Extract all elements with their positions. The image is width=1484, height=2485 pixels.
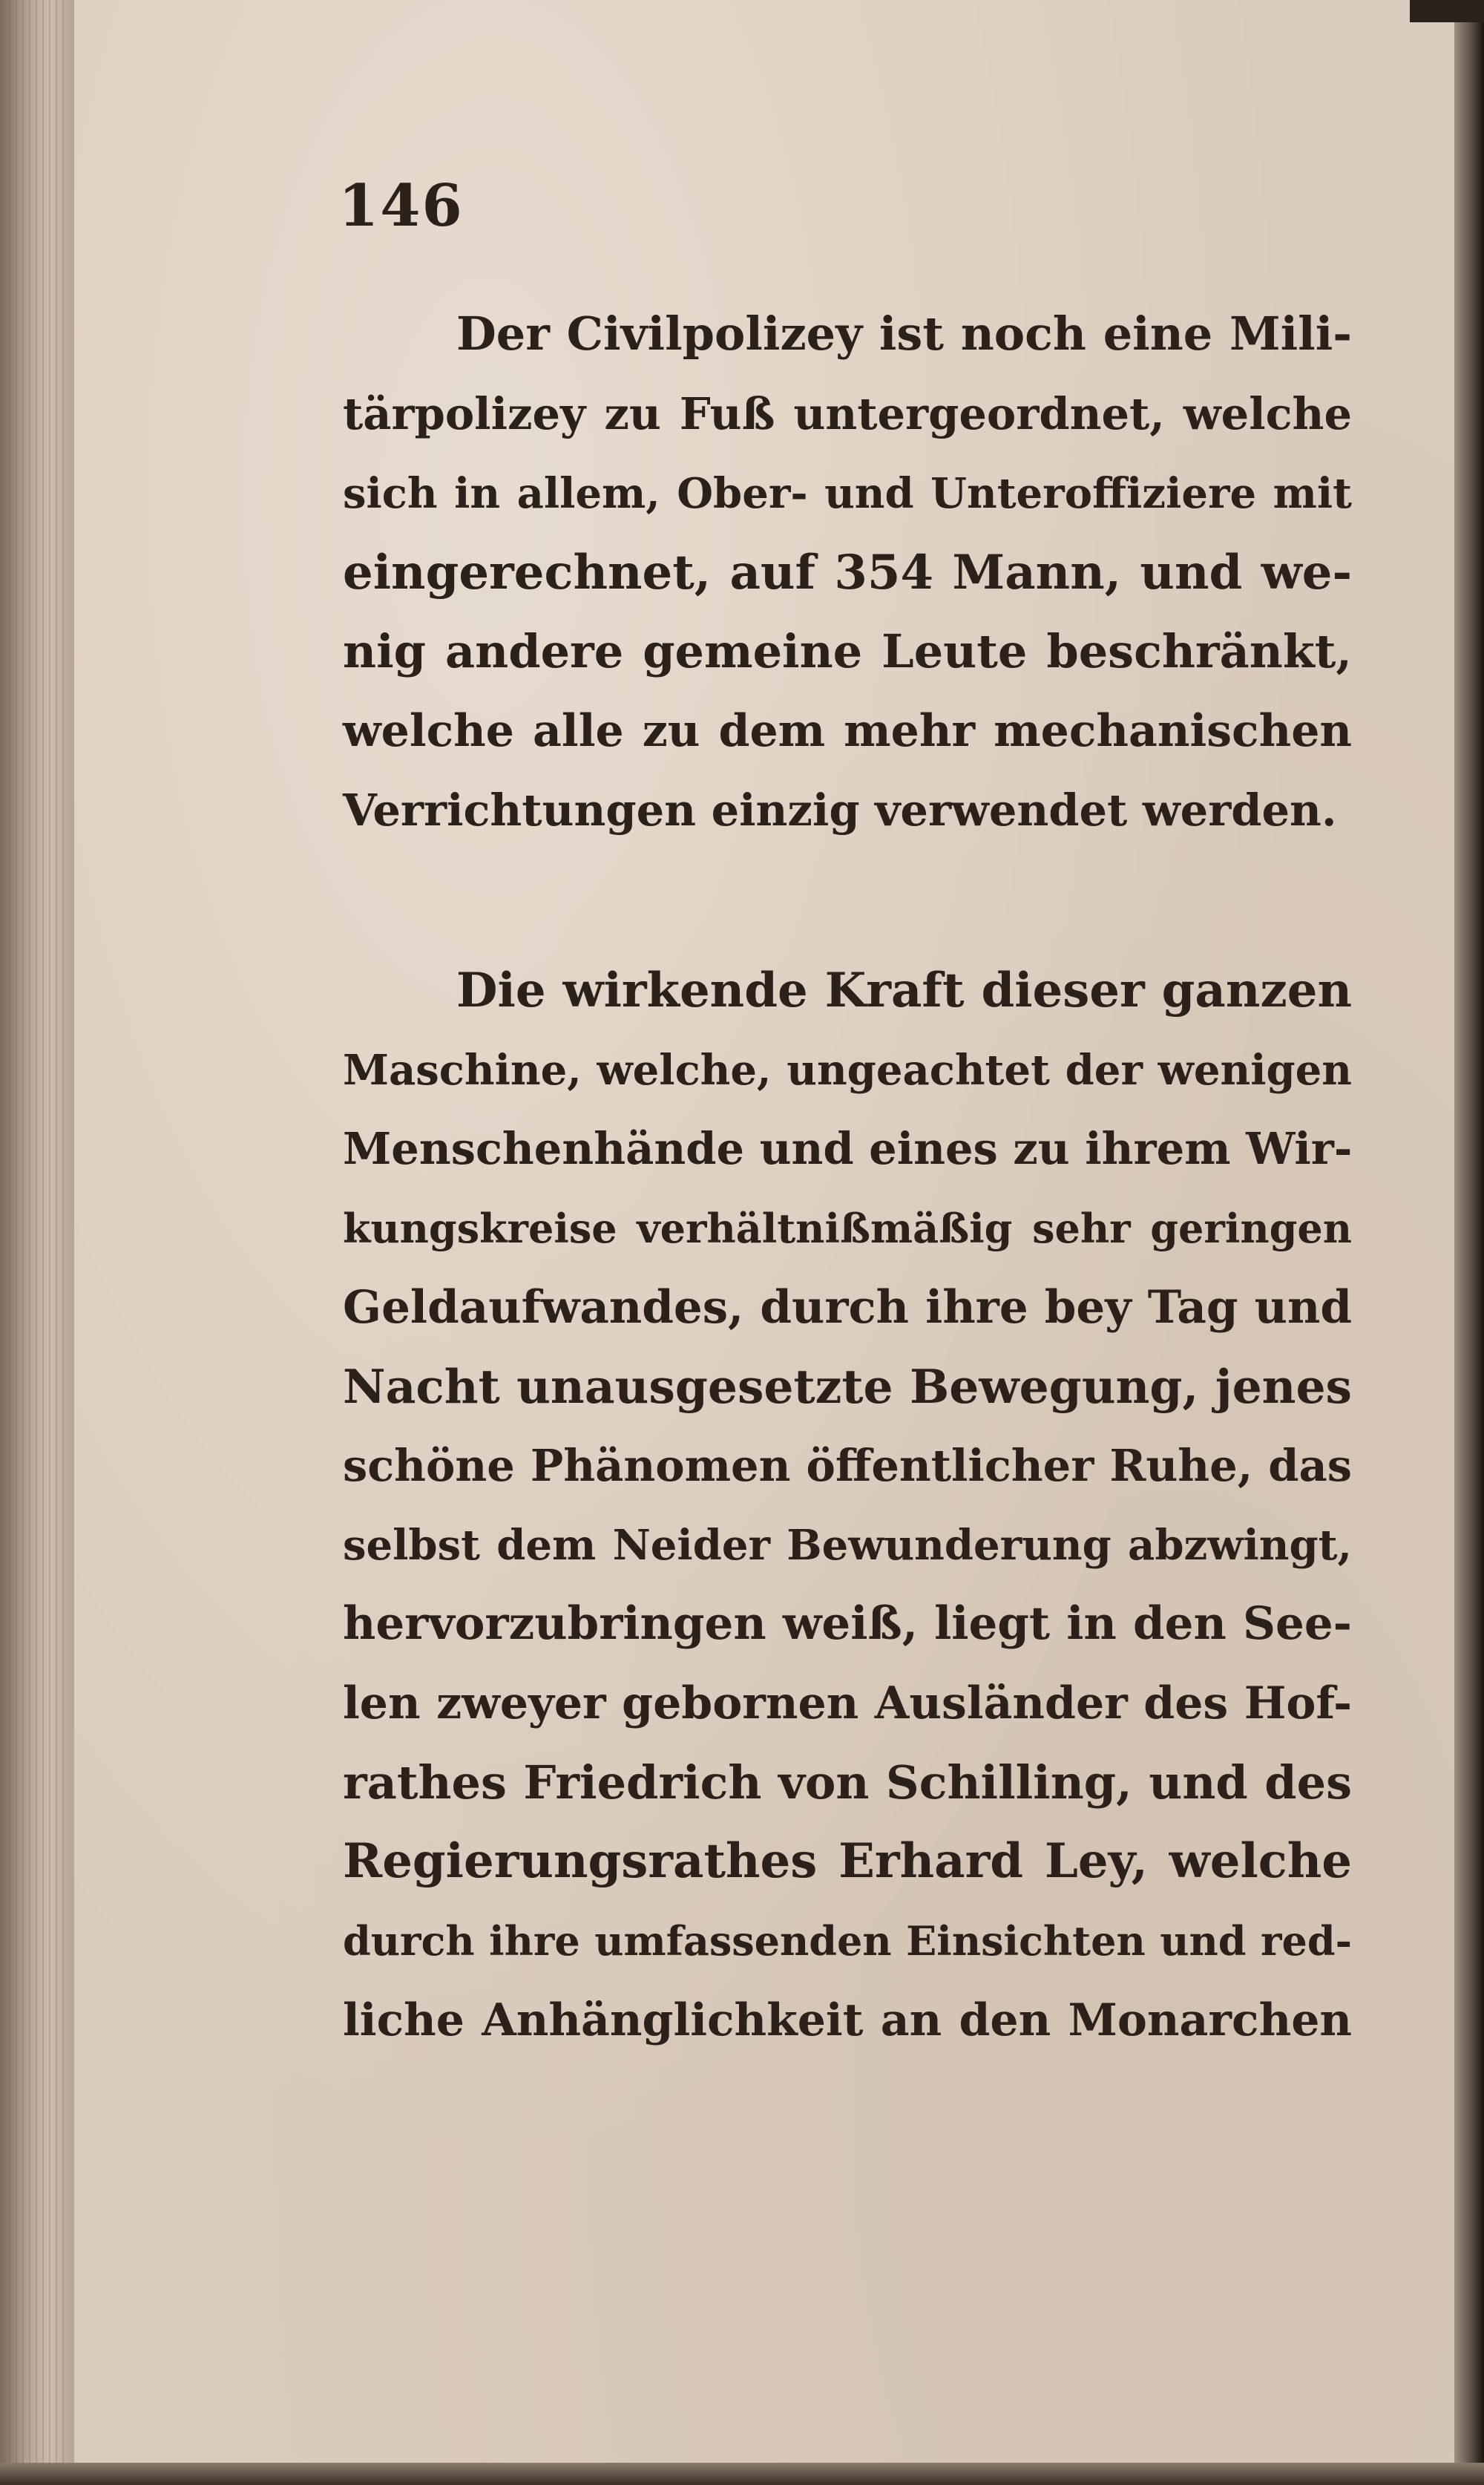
text-line: schöne Phänomen öffentlicher Ruhe, das	[343, 1440, 1352, 1491]
text-line: Die wirkende Kraft dieser ganzen	[456, 963, 1352, 1018]
text-line: Maschine, welche, ungeachtet der wenigen	[343, 1046, 1352, 1095]
text-line: Geldaufwandes, durch ihre bey Tag und	[343, 1281, 1352, 1334]
text-line: hervorzubringen weiß, liegt in den See-	[343, 1597, 1352, 1650]
text-line: liche Anhänglichkeit an den Monarchen	[343, 1994, 1352, 2046]
text-line: len zweyer gebornen Ausländer des Hof-	[343, 1677, 1352, 1729]
text-line: Nacht unausgesetzte Bewegung, jenes	[343, 1359, 1352, 1414]
page-number: 146	[338, 172, 464, 240]
text-line: Menschenhände und eines zu ihrem Wir-	[343, 1123, 1353, 1174]
text-line: selbst dem Neider Bewunderung abzwingt,	[343, 1521, 1352, 1570]
scan-background-bottom	[0, 2463, 1484, 2485]
text-line: sich in allem, Ober- und Unteroffiziere mit	[343, 469, 1352, 518]
page-stack-lines	[9, 0, 68, 2485]
text-line: tärpolizey zu Fuß untergeordnet, welche	[343, 388, 1352, 439]
scan-background-corner	[1410, 0, 1484, 22]
text-line: eingerechnet, auf 354 Mann, und we-	[343, 545, 1352, 600]
text-line: welche alle zu dem mehr mechanischen	[343, 705, 1352, 757]
text-line: durch ihre umfassenden Einsichten und red-	[343, 1917, 1352, 1965]
text-line: Verrichtungen einzig verwendet werden.	[343, 785, 1337, 836]
page-edge-right	[1454, 0, 1484, 2485]
text-line: Der Civilpolizey ist noch eine Mili-	[456, 307, 1352, 361]
text-line: Regierungsrathes Erhard Ley, welche	[343, 1833, 1352, 1889]
text-line: kungskreise verhältnißmäßig sehr geringen	[343, 1205, 1352, 1252]
text-line: nig andere gemeine Leute beschränkt,	[343, 624, 1352, 678]
text-line: rathes Friedrich von Schilling, und des	[343, 1755, 1352, 1810]
